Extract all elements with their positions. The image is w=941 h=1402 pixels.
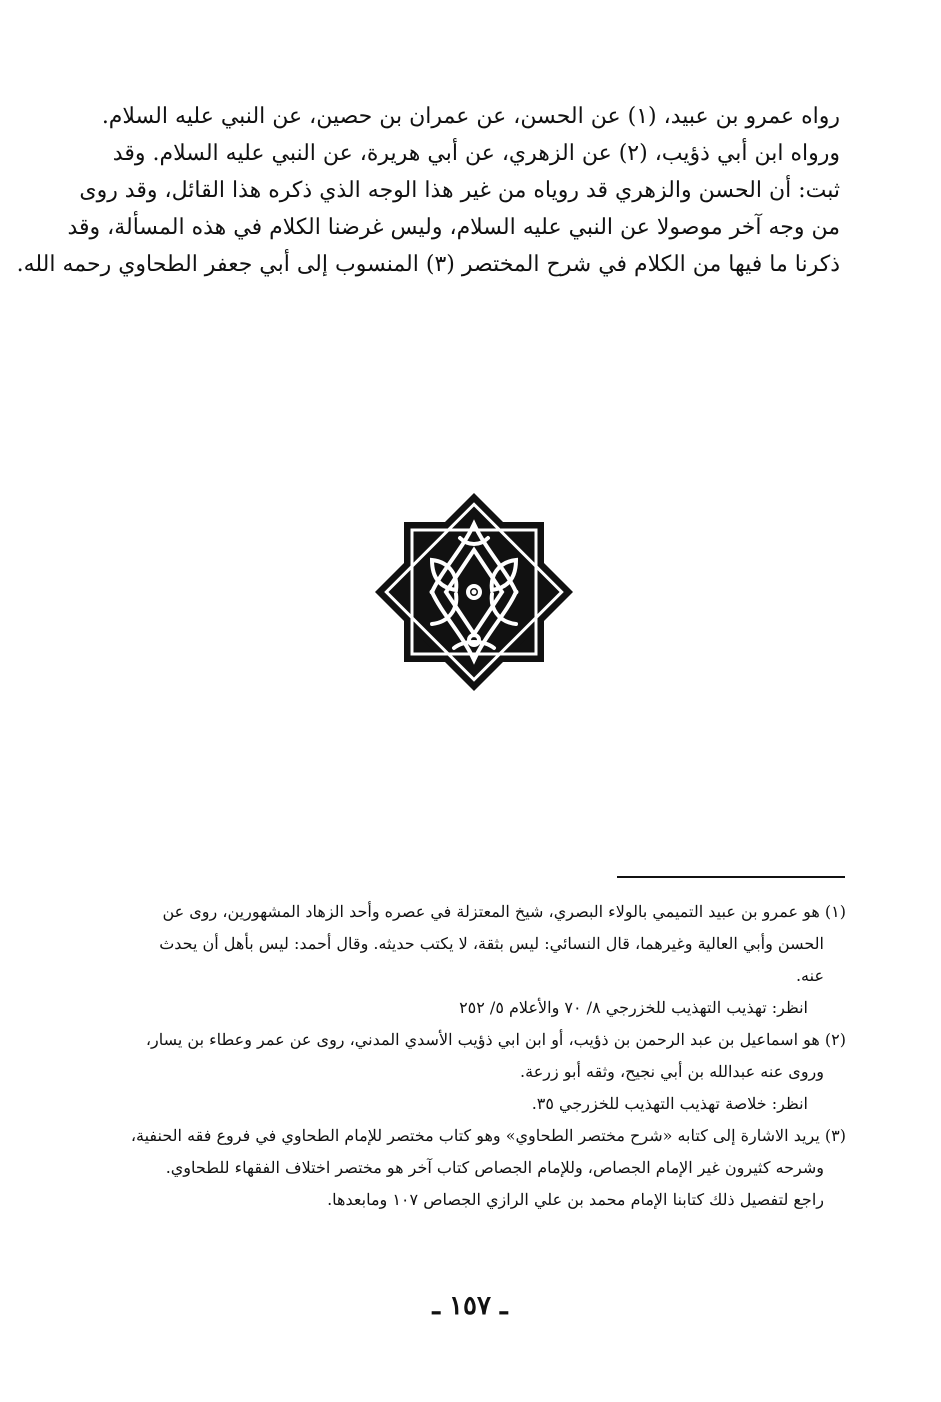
footnote-line: عنه. (795, 966, 824, 985)
footnote-line: راجع لتفصيل ذلك كتابنا الإمام محمد بن علي الرازي الجصاص ١٠٧ ومابعدها. (327, 1190, 824, 1209)
footnotes-section (98, 896, 846, 1216)
paragraph-line: ذكرنا ما فيها من الكلام في شرح المختصر (٣) المنسوب إلى أبي جعفر الطحاوي رحمه الله. (16, 252, 840, 277)
paragraph-line: ثبت: أن الحسن والزهري قد روياه من غير هذا الوجه الذي ذكره هذا القائل، وقد روى (79, 178, 840, 203)
paragraph-line: من وجه آخر موصولا عن النبي عليه السلام، وليس غرضنا الكلام في هذه المسألة، وقد (67, 215, 840, 240)
footnote-separator (617, 876, 845, 878)
footnote-line: وروى عنه عبدالله بن أبي نجيح، وثقه أبو زرعة. (520, 1062, 824, 1081)
footnote-line: الحسن وأبي العالية وغيرهما، قال النسائي: ليس بثقة، لا يكتب حديثه. وقال أحمد: ليس بأهل أن يحدث (159, 934, 824, 953)
paragraph-line: ورواه ابن أبي ذؤيب، (٢) عن الزهري، عن أبي هريرة، عن النبي عليه السلام. وقد (112, 141, 840, 166)
footnote-reference: انظر: تهذيب التهذيب للخزرجي ٨/ ٧٠ والأعلام ٥/ ٢٥٢ (459, 998, 808, 1017)
paragraph-line: رواه عمرو بن عبيد، (١) عن الحسن، عن عمران بن حصين، عن النبي عليه السلام. (101, 104, 840, 129)
main-paragraph (16, 98, 840, 283)
footnote-line: وشرحه كثيرون غير الإمام الجصاص، وللإمام الجصاص كتاب آخر هو مختصر اختلاف الفقهاء للطحاوي. (165, 1158, 824, 1177)
footnote-line: (٣) يريد الاشارة إلى كتابه «شرح مختصر الطحاوي» وهو كتاب مختصر للإمام الطحاوي في فروع فقه الحنفية، (130, 1126, 846, 1145)
footnote-line: (١) هو عمرو بن عبيد التميمي بالولاء البصري، شيخ المعتزلة في عصره وأحد الزهاد المشهورين، روى عن (162, 902, 846, 921)
footnote-reference: انظر: خلاصة تهذيب التهذيب للخزرجي ٣٥. (531, 1094, 808, 1113)
page-number: ـ ١٥٧ ـ (432, 1291, 508, 1321)
footnote-line: (٢) هو اسماعيل بن عبد الرحمن بن ذؤيب، أو ابن ابي ذؤيب الأسدي المدني، روى عن عمر وعطاء بن يسار، (145, 1030, 846, 1049)
islamic-star-ornament-icon (372, 490, 576, 694)
